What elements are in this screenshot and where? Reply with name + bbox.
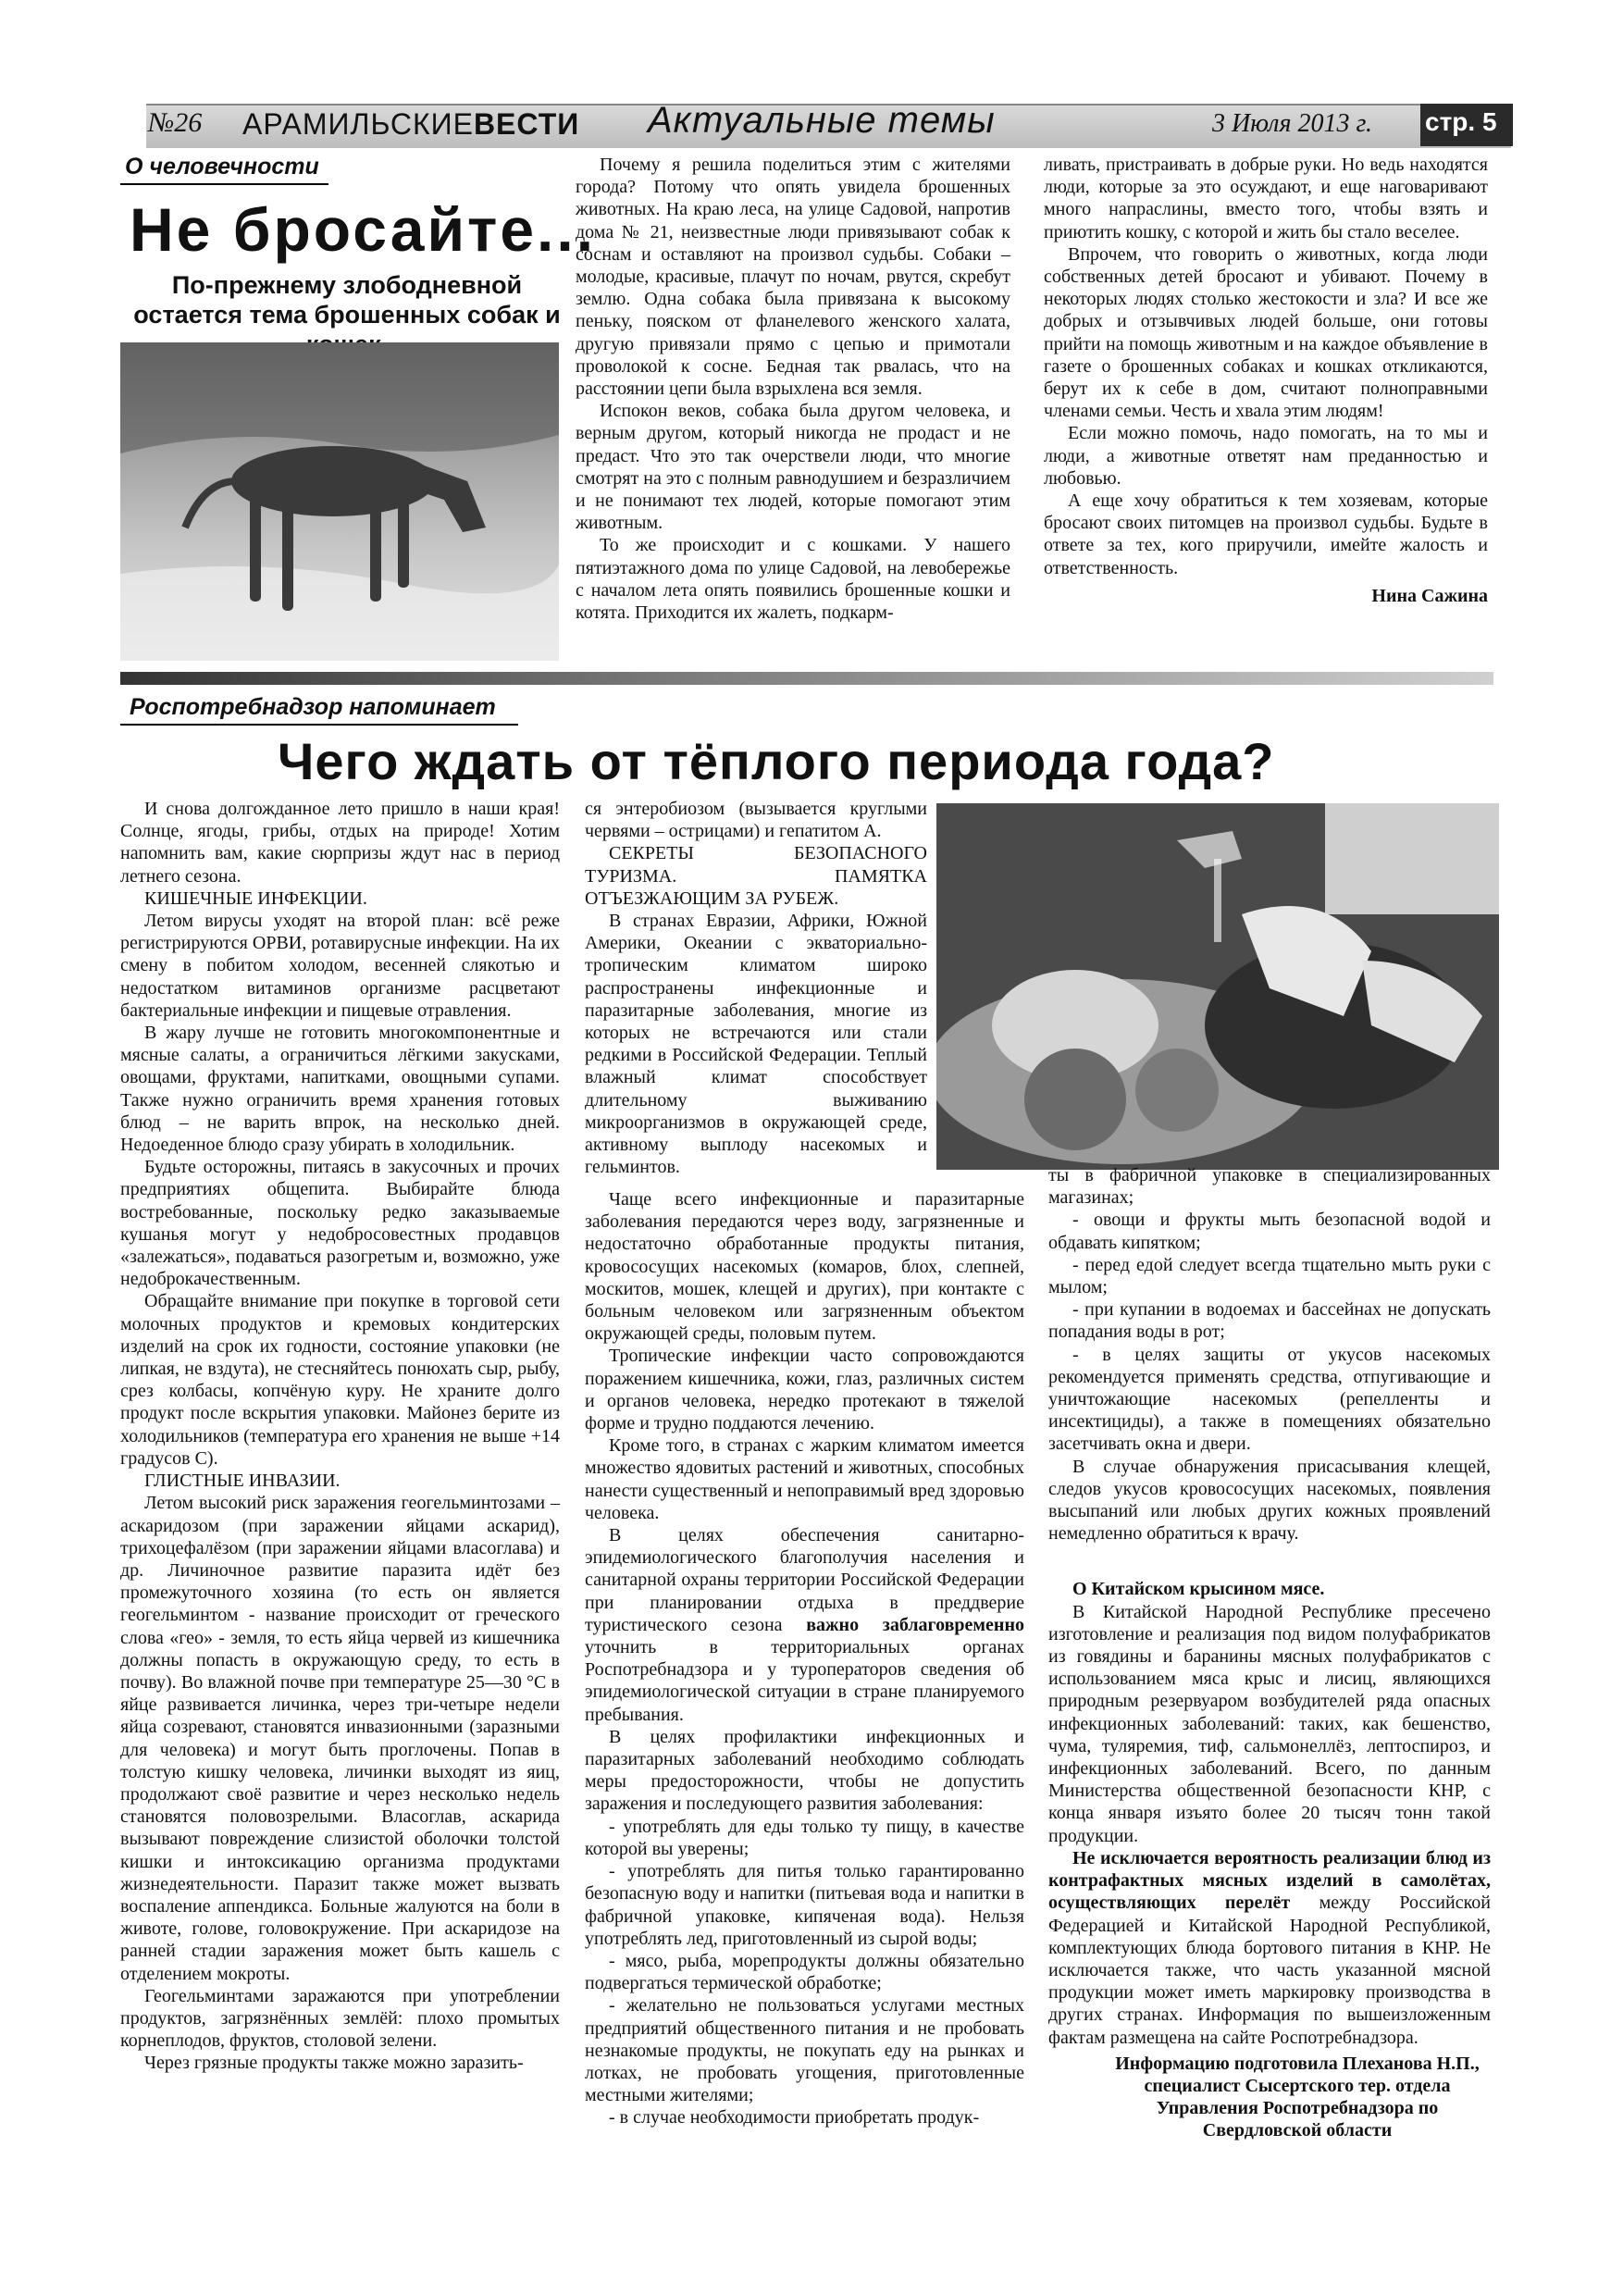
list-item: ты в фабричной упаковке в специализированных магазинах;: [1048, 1165, 1491, 1209]
article2-column-3: [1048, 1164, 1491, 2142]
paragraph: Обращайте внимание при покупке в торговой сети молочных продуктов и кремовых кондитерских изделий на срок их годности, состояние упаковки (не липкая, не вздута), не стесняйтесь понюхать сыр, рыбу, срез колбасы, копчёную куру. Не храните долго продукт после вскрытия упаковки. Майонез берите из холодильников (температура его хранения не выше +14 градусов С).: [120, 1291, 560, 1469]
article2-title: Чего ждать от тёплого периода года?: [278, 732, 1275, 790]
page-number: стр. 5: [1425, 107, 1497, 136]
paragraph: В случае обнаружения присасывания клещей, следов укусов кровососущих насекомых, появления высыпаний или любых других кожных проявлений немедленно обратиться к врачу.: [1048, 1456, 1491, 1545]
list-item: - в случае необходимости приобретать продук-: [609, 2107, 980, 2128]
paragraph: ливать, пристраивать в добрые руки. Но ведь находятся люди, которые за это осуждают, и еще наговаривают много напраслины, вместо того, чтобы взять и приютить кошку, с которой и жить бы стало веселее.: [1044, 155, 1488, 242]
article1-column-1: [576, 154, 1010, 624]
paragraph: В целях профилактики инфекционных и паразитарных заболеваний необходимо соблюдать меры предосторожности, чтобы не допустить заражения и последующего развития заболевания:: [585, 1726, 1024, 1815]
issue-number: №26: [148, 107, 203, 138]
list-item: - при купании в водоемах и бассейнах не допускать попадания воды в рот;: [1048, 1299, 1491, 1343]
article1-title: Не бросайте...: [130, 195, 597, 264]
article2-column-2-top: [585, 798, 927, 1178]
newspaper-name: АРАМИЛЬСКИЕВЕСТИ: [242, 107, 580, 141]
paragraph: В странах Евразии, Африки, Южной Америки, Океании с экваториально-тропическим климатом широко распространены инфекционные и паразитарные заболевания, многие из которых не встречаются или стали редкими в Российской Федерации. Теплый влажный климат способствует длительному выживанию микроорганизмов в окружающей среде, активному выплоду насекомых и гельминтов.: [585, 911, 927, 1178]
article1-column-2: [1044, 154, 1488, 607]
section-title: Актуальные темы: [648, 100, 996, 141]
subheading: КИШЕЧНЫЕ ИНФЕКЦИИ.: [144, 887, 367, 909]
paragraph: В жару лучше не готовить многокомпонентные и мясные салаты, а ограничиться лёгкими закусками, овощами, фруктами, напитками, овощными супами. Также нужно ограничить время хранения готовых блюд – не варить впрок, на несколько дней. Недоеденное блюдо сразу убирать в холодильник.: [120, 1023, 560, 1156]
paragraph: Чаще всего инфекционные и паразитарные заболевания передаются через воду, загрязненные и недостаточно обработанные продукты питания, кровососущих насекомых (комаров, блох, слепней, москитов, мошек, клещей и других), при контакте с больным человеком или загрязненным объектом окружающей среды, половым путем.: [585, 1189, 1024, 1345]
paragraph: Испокон веков, собака была другом человека, и верным другом, который никогда не продаст и не предаст. Что это так очерствели люди, что многие смотрят на это с полным равнодушием и безразличием и не понимают тех людей, которые помогают этим животным.: [576, 401, 1010, 534]
article1-rubric-underline: [120, 183, 328, 185]
article1-subtitle: По-прежнему злободневной остается тема брошенных собак и: [133, 271, 561, 329]
paragraph: Почему я решила поделиться этим с жителями города? Потому что опять увидела брошенных животных. На краю леса, на улице Садовой, напротив дома № 21, неизвестные люди привязывают собак к соснам и оставляют на произвол судьбы. Собаки – молодые, красивые, плачут по ночам, рвутся, скребут землю. Одна собака была привязана к высокому пеньку, пояском от фланелевого женского халата, другую привязали прямо с цепью и примотали проволокой к сосне. Бедная так рвалась, что на расстоянии цепи была взрыхлена вся земля.: [576, 155, 1010, 400]
list-item: - желательно не пользоваться услугами местных предприятий общественного питания и не пробовать незнакомые продукты, не покупать еду на рынках и лотках, не пробовать угощения, приготовленные местными жителями;: [585, 1995, 1024, 2106]
article2-column-2: [585, 1188, 1024, 2129]
list-item: - употреблять для еды только ту пищу, в качестве которой вы уверены;: [585, 1816, 1024, 1859]
paragraph: То же происходит и с кошками. У нашего пятиэтажного дома по улице Садовой, на левобережье с началом лета опять появились брошенные кошки и котята. Приходится их жалеть, подкарм-: [576, 535, 1010, 624]
subheading: ГЛИСТНЫЕ ИНВАЗИИ.: [144, 1471, 341, 1492]
paragraph: В Китайской Народной Республике пресечено изготовление и реализация под видом полуфабрикатов из говядины и баранины мясных полуфабрикатов с использованием мяса крыс и лисиц, являющихся природным резервуаром возбудителей ряда опасных инфекционных заболеваний: таких, как бешенство, чума, туляремия, тиф, сальмонеллёз, лептоспироз, и инфекционных заболеваний. Всего, по данным Министерства общественной безопасности КНР, с конца января изъято более 20 тысяч тонн такой продукции.: [1048, 1601, 1491, 1846]
issue-date: 3 Июля 2013 г.: [1212, 109, 1373, 138]
subheading: СЕКРЕТЫ БЕЗОПАСНОГО ТУРИЗМА. ПАМЯТКА ОТЪЕЗЖАЮЩИМ ЗА РУБЕЖ.: [585, 843, 927, 909]
paragraph: Тропические инфекции часто сопровождаются поражением кишечника, кожи, глаз, различных систем и органов человека, нередко протекают в тяжелой форме и трудно поддаются лечению.: [585, 1346, 1024, 1434]
list-item: - перед едой следует всегда тщательно мыть руки с мылом;: [1048, 1254, 1491, 1298]
paragraph: Если можно помочь, надо помогать, на то мы и люди, а животные ответят нам преданностью и любовью.: [1044, 423, 1488, 489]
paragraph: Летом вирусы уходят на второй план: всё реже регистрируются ОРВИ, ротавирусные инфекции. На их смену в побитом холодом, весенней слякотью и недостатком витаминов организме расцветают бактериальные инфекции и пищевые отравления.: [120, 911, 560, 1021]
paragraph-with-emphasis: Не исключается вероятность реализации блюд из контрафактных мясных изделий в самолётах, осуществляющих перелёт между Российской Федерацией и Китайской Народной Республикой, комплектующих блюда бортового питания в КНР. Не исключается также, что часть указанной мясной продукции может иметь маркировку производства в других странах. Информация по вышеизложенным фактам размещена на сайте Роспотребнадзора.: [1048, 1847, 1491, 2048]
paragraph: Кроме того, в странах с жарким климатом имеется множество ядовитых растений и животных, способных нанести существенный и непоправимый вред здоровью человека.: [585, 1435, 1024, 1523]
meat-heading: О Китайском крысином мясе.: [1072, 1579, 1325, 1600]
article2-column-1: [120, 798, 560, 2075]
article2-rubric-underline: [120, 724, 518, 726]
emphasis: важно заблаговременно: [806, 1614, 1024, 1635]
section-divider: [120, 672, 1493, 685]
article1-author: Нина Сажина: [1371, 585, 1488, 606]
article2-credit: Информацию подготовила Плеханова Н.П., специалист Сысертского тер. отдела Управления Роспотребнадзора по Свердловской области: [1115, 2053, 1480, 2141]
article2-rubric: Роспотребнадзор напоминает: [130, 694, 496, 720]
paragraph: Летом высокий риск заражения геогельминтозами – аскаридозом (при заражении яйцами аскарид), трихоцефалёзом (при заражении яйцами власоглава) и др. Личиночное развитие паразита идёт без промежуточного хозяина (то есть он является геогельминтом - название происходит от греческого слова «гео» - земля, то есть яйца червей из кишечника должны попасть в окружающую среду, то есть в почву). Во влажной почве при температуре 25—30 °С в яйце развивается личинка, через три-четыре недели яйца созревают, становятся инвазионными (заразными для человека) и могут быть проглочены. Попав в толстую кишку человека, личинки выходят из яиц, продолжают своё развитие и через несколько недель становятся половозрелыми. Власоглав, аскарида вызывают повреждение слизистой оболочки толстой кишки и интоксикацию организма продуктами жизнедеятельности. Паразит также может вызвать воспаление аппендикса. Больные жалуются на боли в животе, голове, головокружение. При аскаридозе на ранней стадии заражения может быть кашель с отделением мокроты.: [120, 1493, 560, 1984]
paragraph: Геогельминтами заражаются при употреблении продуктов, загрязнённых землёй: плохо промытых корнеплодов, фруктов, столовой зелени.: [120, 1985, 560, 2052]
paragraph: А еще хочу обратиться к тем хозяевам, которые бросают своих питомцев на произвол судьбы. Будьте в ответе за тех, кого приручили, имейте жалость и ответственность.: [1044, 490, 1488, 578]
washing-vegetables-photo: [936, 803, 1499, 1170]
stray-dog-photo: [120, 342, 559, 661]
list-item: - мясо, рыба, морепродукты должны обязательно подвергаться термической обработке;: [585, 1950, 1024, 1994]
paragraph: Будьте осторожны, питаясь в закусочных и прочих предприятиях общепита. Выбирайте блюда востребованные, поскольку редко заказываемые кушанья могут у недобросовестных продавцов «залежаться», подаваться разогретым и, возможно, уже недоброкачественным.: [120, 1157, 560, 1290]
list-item: - в целях защиты от укусов насекомых рекомендуется применять средства, отпугивающие и уничтожающие насекомых (репелленты и инсектициды), а также в помещениях обязательно засетчивать окна и двери.: [1048, 1344, 1491, 1455]
list-item: - овощи и фрукты мыть безопасной водой и обдавать кипятком;: [1048, 1210, 1491, 1253]
paragraph: ся энтеробиозом (вызывается круглыми червями – острицами) и гепатитом А.: [585, 799, 927, 842]
paragraph-with-emphasis: В целях обеспечения санитарно-эпидемиологического благополучия населения и санитарной охраны территории Российской Федерации при планировании отдыха в преддверие туристического сезона важно заблаговременно уточнить в территориальных органах Роспотребнадзора и у туроператоров сведения об эпидемиологической ситуации в стране планируемого пребывания.: [585, 1525, 1024, 1725]
paragraph: Впрочем, что говорить о животных, когда люди собственных детей бросают и убивают. Почему в некоторых людях столько жестокости и зла? И все же добрых и отзывчивых людей больше, они готовы прийти на помощь животным и на каждое объявление в газете о брошенных собаках и кошках откликаются, берут их к себе в дом, считают полноправными членами семьи. Честь и хвала этим людям!: [1044, 243, 1488, 422]
paragraph: Через грязные продукты также можно заразить-: [144, 2053, 524, 2074]
article1-rubric: О человечности: [125, 154, 319, 180]
list-item: - употреблять для питья только гарантированно безопасную воду и напитки (питьевая вода и напитки в фабричной упаковке, кипяченая вода). Нельзя употреблять лед, приготовленный из сырой воды;: [585, 1861, 1024, 1949]
paragraph: И снова долгожданное лето пришло в наши края! Солнце, ягоды, грибы, отдых на природе! Хотим напомнить вам, какие сюрпризы ждут нас в период летнего сезона.: [120, 799, 560, 887]
